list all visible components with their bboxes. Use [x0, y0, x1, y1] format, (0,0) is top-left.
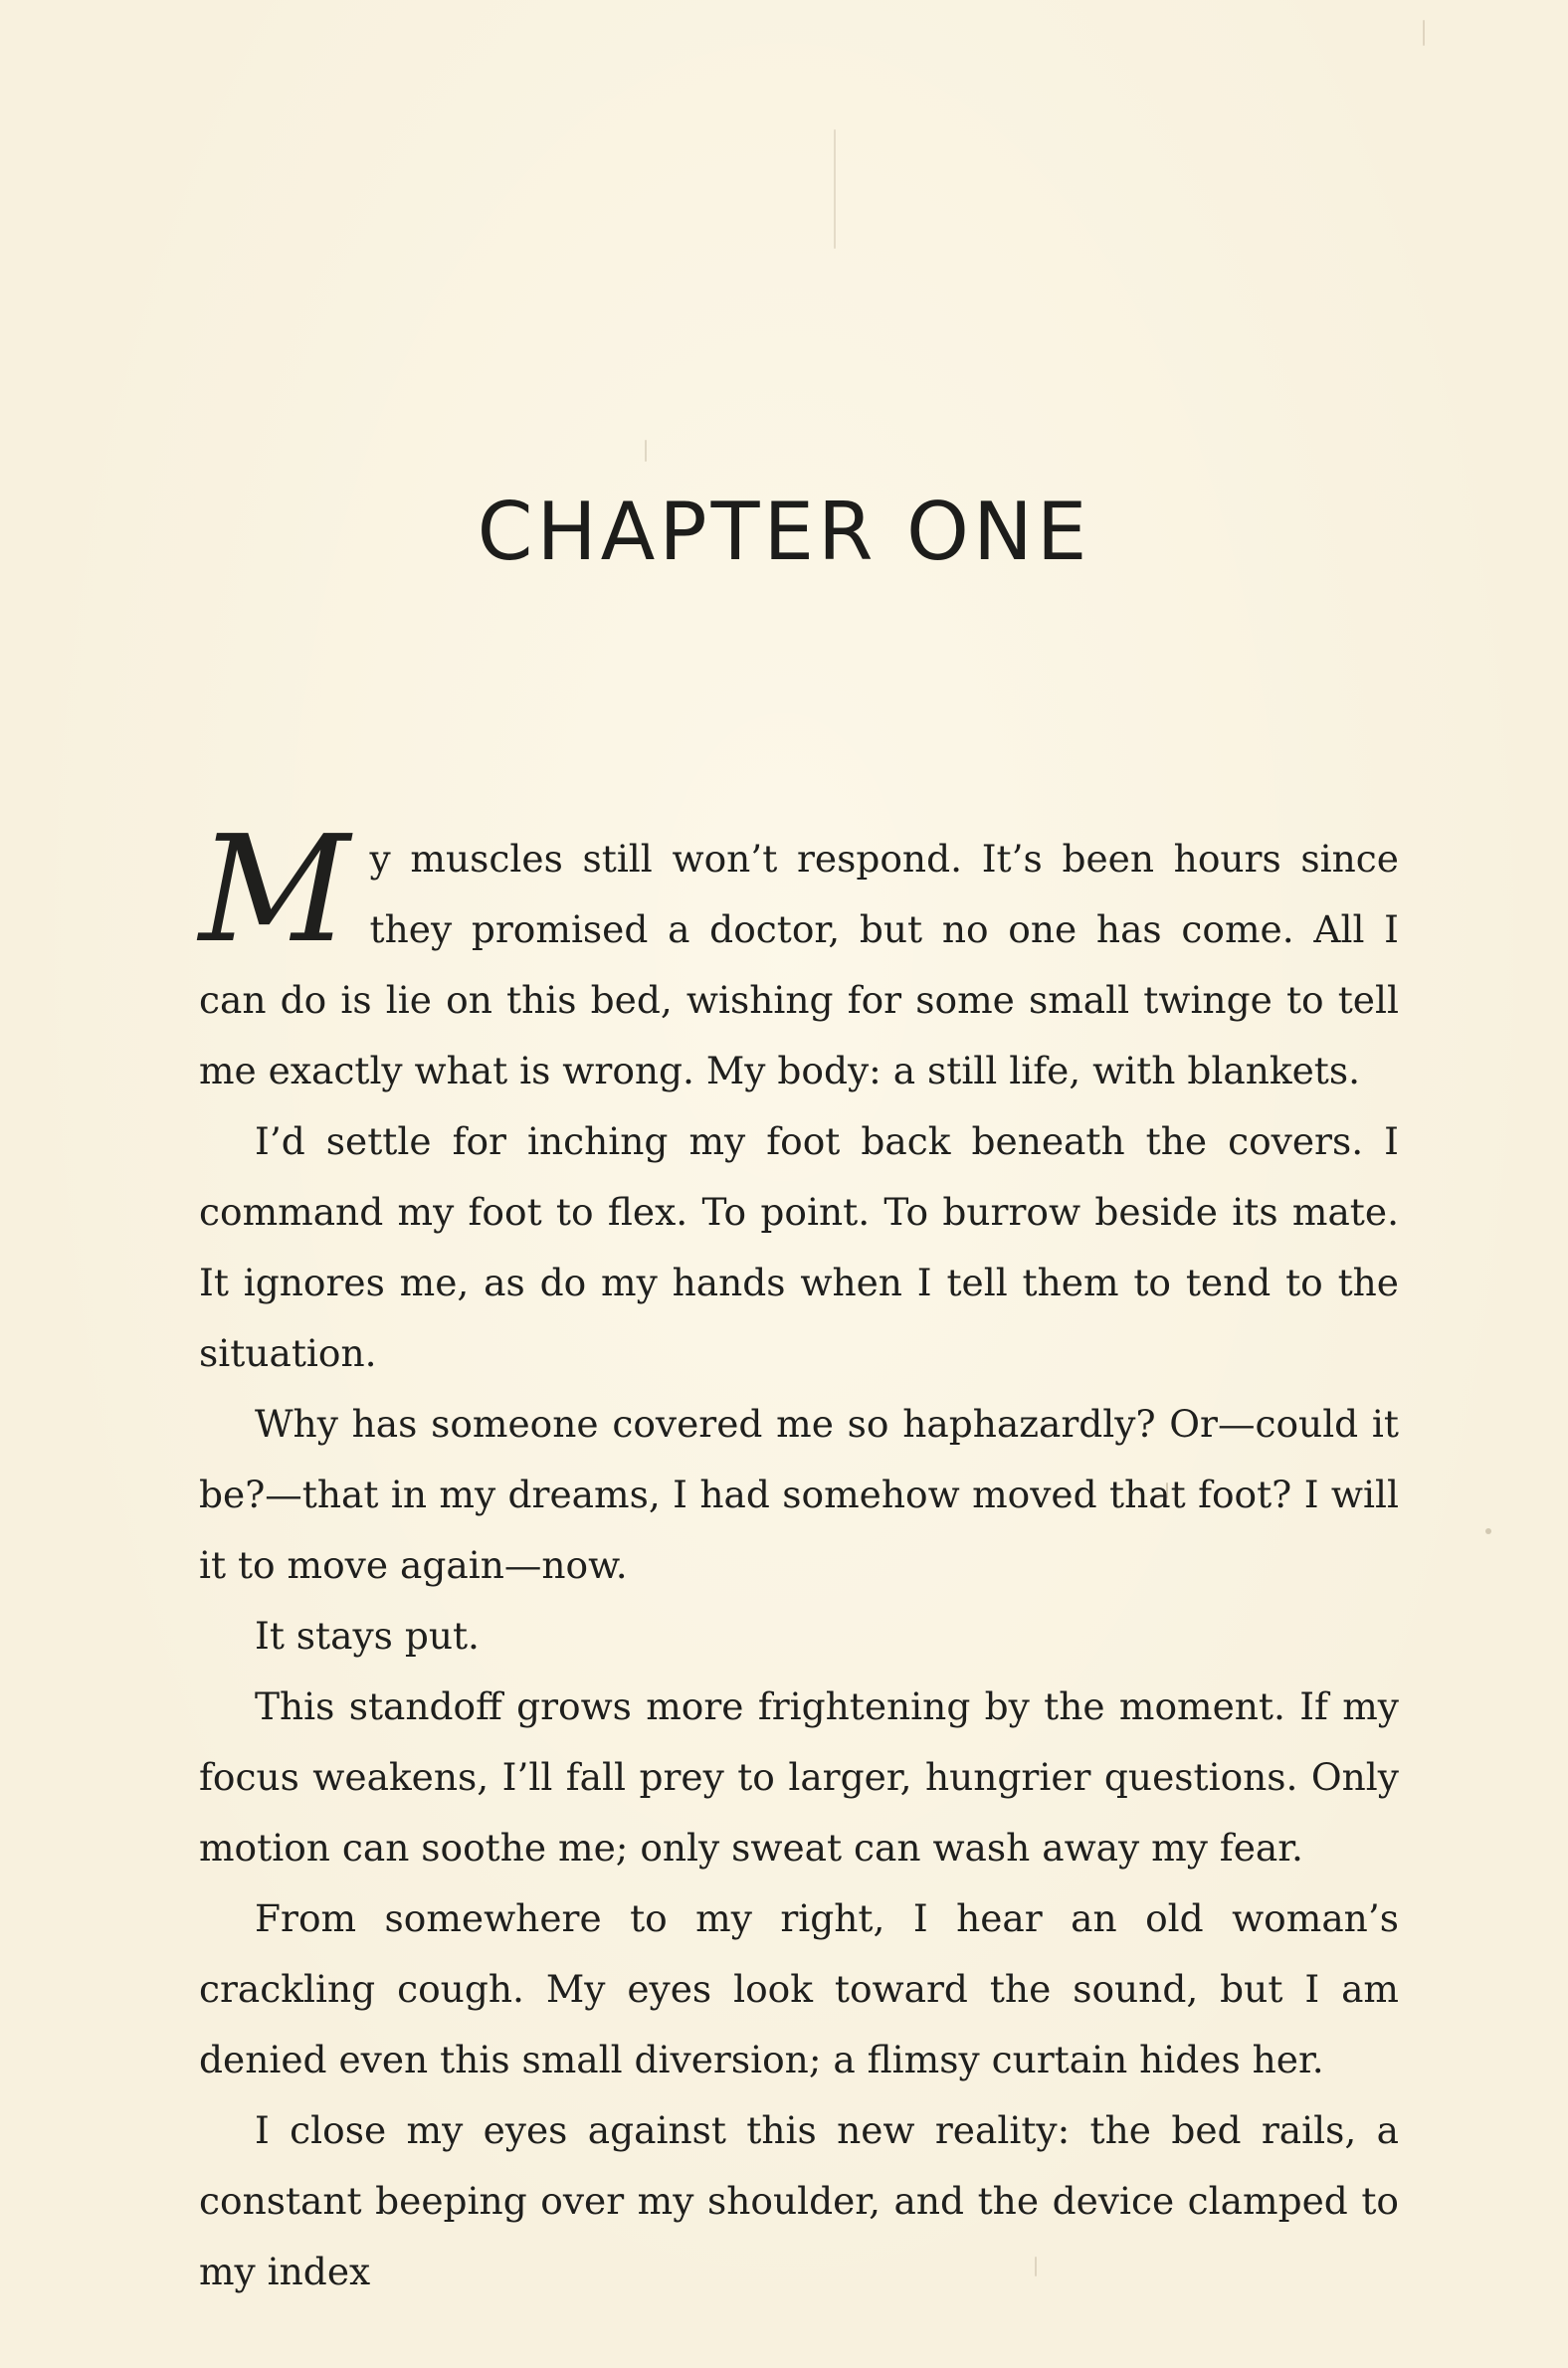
paragraph-4: It stays put.: [255, 1614, 480, 1658]
paragraph-6: From somewhere to my right, I hear an old woman’s crackling cough. My eyes look toward the sound, but I am denied even this small diversion; a flimsy curtain hides her.: [199, 1896, 1399, 2081]
paragraph-2: I’d settle for inching my foot back beneath the covers. I command my foot to flex. To point. To burrow beside its mate. It ignores me, as do my hands when I tell them to tend to the situation.: [199, 1119, 1399, 1375]
chapter-body: [199, 804, 1399, 2307]
scan-mark: [1485, 1528, 1491, 1534]
scan-mark: [1423, 20, 1425, 46]
chapter-title: CHAPTER ONE: [477, 486, 1091, 578]
scan-mark: [834, 129, 836, 249]
scan-mark: [645, 440, 647, 462]
paragraph-1: [199, 804, 1399, 1106]
drop-cap: M: [199, 804, 350, 975]
paragraph-7: I close my eyes against this new reality: the bed rails, a constant beeping over my shoulder, and the device clamped to my index: [199, 2108, 1399, 2293]
paragraph-3: Why has someone covered me so haphazardly? Or—could it be?—that in my dreams, I had somehow moved that foot? I will it to move again—now.: [199, 1402, 1399, 1587]
paragraph-5: This standoff grows more frightening by the moment. If my focus weakens, I’ll fall prey to larger, hungrier questions. Only motion can soothe me; only sweat can wash away my fear.: [199, 1684, 1399, 1870]
paragraph-1-text: y muscles still won’t respond. It’s been hours since they promised a doctor, but no one has come. All I can do is lie on this bed, wishing for some small twinge to tell me exactly what is wrong. My body: a still life, with blankets.: [199, 837, 1399, 1092]
